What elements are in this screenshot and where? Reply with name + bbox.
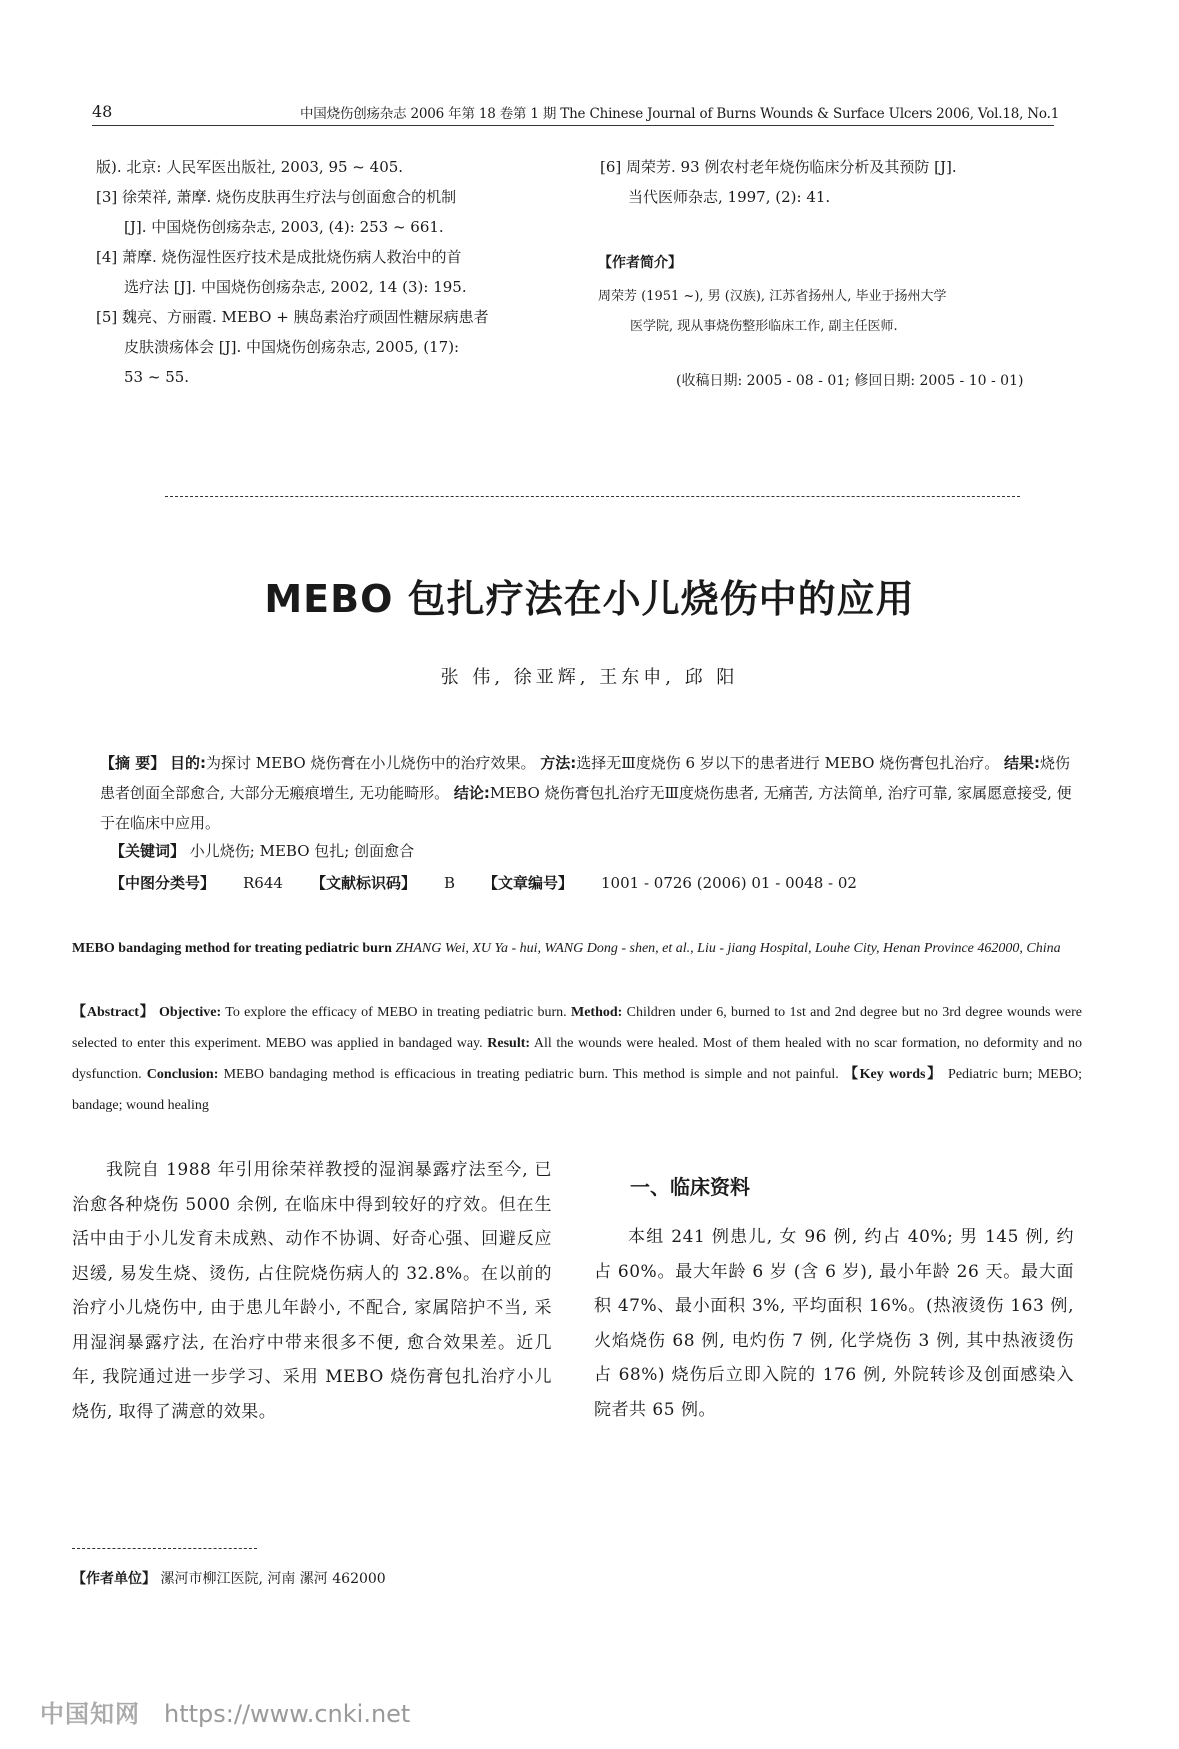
en-method-text: Children under 6, burned to 1st and 2nd degree but no 3rd degree wounds were selected to enter this experiment. MEBO was applied in bandaged way. — [72, 1005, 1083, 1051]
english-authors-affiliation: ZHANG Wei, XU Ya - hui, WANG Dong - shen, et al., Liu - jiang Hospital, Louhe City, Henan Province 462000, China — [395, 941, 1061, 956]
reference-item — [96, 242, 596, 302]
objective-label: 目的: — [170, 754, 207, 772]
author-bio — [598, 282, 1088, 342]
references-right — [600, 152, 1090, 212]
reference-line: [3] 徐荣祥, 萧摩. 烧伤皮肤再生疗法与创面愈合的机制 — [96, 188, 457, 206]
cnki-url: https://www.cnki.net — [164, 1700, 411, 1728]
received-date: (收稿日期: 2005 - 08 - 01; 修回日期: 2005 - 10 - 01) — [676, 373, 1024, 389]
en-result-label: Result: — [487, 1036, 531, 1051]
en-conclusion-text: MEBO bandaging method is efficacious in treating pediatric burn. This method is simple and not painful. — [223, 1067, 839, 1082]
english-abstract — [72, 997, 1082, 1121]
en-abstract-label: 【Abstract】 — [72, 1005, 155, 1020]
objective-text: 为探讨 MEBO 烧伤膏在小儿烧伤中的治疗效果。 — [206, 754, 536, 772]
en-keywords-label: 【Key words】 — [843, 1067, 943, 1082]
reference-line: [4] 萧摩. 烧伤湿性医疗技术是成批烧伤病人救治中的首 — [96, 248, 462, 266]
classification-line — [110, 872, 885, 893]
reference-item — [96, 182, 596, 242]
affiliation-label: 【作者单位】 — [72, 1571, 156, 1587]
en-objective-label: Objective: — [158, 1005, 222, 1020]
result-text: 烧伤患者创面全部愈合, 大部分无瘢痕增生, 无功能畸形。 — [100, 754, 1071, 802]
en-keywords-text: Pediatric burn; MEBO; bandage; wound healing — [72, 1067, 1083, 1113]
reference-line: 选疗法 [J]. 中国烧伤创疡杂志, 2002, 14 (3): 195. — [124, 278, 467, 296]
method-label: 方法: — [540, 754, 577, 772]
result-label: 结果: — [1004, 754, 1041, 772]
conclusion-label: 结论: — [453, 784, 490, 802]
header-rule — [92, 125, 1054, 126]
cnki-watermark — [40, 1694, 410, 1729]
conclusion-text: MEBO 烧伤膏包扎治疗无Ⅲ度烧伤患者, 无痛苦, 方法简单, 治疗可靠, 家属愿意接受, 便于在临床中应用。 — [100, 784, 1072, 832]
article-number-label: 【文章编号】 — [483, 874, 574, 892]
english-title: MEBO bandaging method for treating pediatric burn — [72, 941, 392, 956]
reference-line: [J]. 中国烧伤创疡杂志, 2003, (4): 253 ~ 661. — [124, 218, 444, 236]
affiliation-text: 漯河市柳江医院, 河南 漯河 462000 — [160, 1571, 386, 1587]
english-title-line — [72, 933, 1082, 965]
class-value: R644 — [243, 874, 283, 892]
author-affiliation — [72, 1568, 386, 1588]
doc-code-value: B — [443, 874, 455, 892]
footnote-rule — [72, 1548, 257, 1549]
chinese-keywords — [110, 840, 414, 861]
reference-item — [600, 152, 1090, 212]
running-head: 中国烧伤创疡杂志 2006 年第 18 卷第 1 期 The Chinese Journal of Burns Wounds & Surface Ulcers 2006, Vol.18, No.1 — [300, 106, 1060, 122]
references-left — [96, 152, 596, 392]
body-section-paragraph: 本组 241 例患儿, 女 96 例, 约占 40%; 男 145 例, 约占 60%。最大年龄 6 岁 (含 6 岁), 最小年龄 26 天。最大面积 47%、最小面积 3%, 平均面积 16%。(热液烫伤 163 例, 火焰烧伤 68 例, 电灼伤 7 例, 化学烧伤 3 例, 其中热液烫伤占 68%) 烧伤后立即入院的 176 例, 外院转诊及创面感染入院者共 65 例。 — [594, 1227, 1074, 1420]
en-conclusion-label: Conclusion: — [146, 1067, 219, 1082]
reference-line: [6] 周荣芳. 93 例农村老年烧伤临床分析及其预防 [J]. — [600, 158, 957, 176]
reference-line: 53 ~ 55. — [124, 368, 190, 386]
article-divider — [165, 496, 1020, 498]
method-text: 选择无Ⅲ度烧伤 6 岁以下的患者进行 MEBO 烧伤膏包扎治疗。 — [576, 754, 1000, 772]
author-bio-line: 周荣芳 (1951 ~), 男 (汉族), 江苏省扬州人, 毕业于扬州大学 — [598, 289, 947, 304]
chinese-abstract — [100, 748, 1080, 838]
en-result-text: All the wounds were healed. Most of them healed with no scar formation, no deformity and no dysfunction. — [72, 1036, 1083, 1082]
article-authors: 张 伟, 徐亚辉, 王东申, 邱 阳 — [440, 667, 739, 688]
en-method-label: Method: — [571, 1005, 623, 1020]
cnki-logo: 中国知网 — [40, 1700, 140, 1728]
reference-line: 皮肤溃疡体会 [J]. 中国烧伤创疡杂志, 2005, (17): — [124, 338, 460, 356]
reference-item — [96, 302, 596, 392]
reference-line: [5] 魏亮、方丽霞. MEBO + 胰岛素治疗顽固性糖尿病患者 — [96, 308, 489, 326]
author-bio-heading: 【作者简介】 — [598, 255, 682, 271]
body-intro-paragraph: 我院自 1988 年引用徐荣祥教授的湿润暴露疗法至今, 已治愈各种烧伤 5000 余例, 在临床中得到较好的疗效。但在生活中由于小儿发育未成熟、动作不协调、好奇心强、回避反应迟缓, 易发生烧、烫伤, 占住院烧伤病人的 32.8%。在以前的治疗小儿烧伤中, 由于患儿年龄小, 不配合, 家属陪护不当, 采用湿润暴露疗法, 在治疗中带来很多不便, 愈合效果差。近几年, 我院通过进一步学习、采用 MEBO 烧伤膏包扎治疗小儿烧伤, 取得了满意的效果。 — [72, 1160, 552, 1422]
author-bio-line: 医学院, 现从事烧伤整形临床工作, 副主任医师. — [630, 319, 898, 334]
en-objective-text: To explore the efficacy of MEBO in treating pediatric burn. — [225, 1005, 567, 1020]
article-title: MEBO 包扎疗法在小儿烧伤中的应用 — [264, 577, 915, 621]
doc-code-label: 【文献标识码】 — [310, 874, 416, 892]
reference-line: 当代医师杂志, 1997, (2): 41. — [628, 188, 831, 206]
reference-item — [96, 152, 596, 182]
class-label: 【中图分类号】 — [110, 874, 216, 892]
keywords-label: 【关键词】 — [110, 842, 186, 860]
article-number-value: 1001 - 0726 (2006) 01 - 0048 - 02 — [601, 874, 857, 892]
page-number: 48 — [92, 102, 113, 121]
section-heading: 一、临床资料 — [630, 1175, 750, 1199]
reference-line: 版). 北京: 人民军医出版社, 2003, 95 ~ 405. — [96, 158, 404, 176]
keywords-text: 小儿烧伤; MEBO 包扎; 创面愈合 — [189, 842, 415, 860]
abstract-label: 【摘 要】 — [100, 754, 166, 772]
